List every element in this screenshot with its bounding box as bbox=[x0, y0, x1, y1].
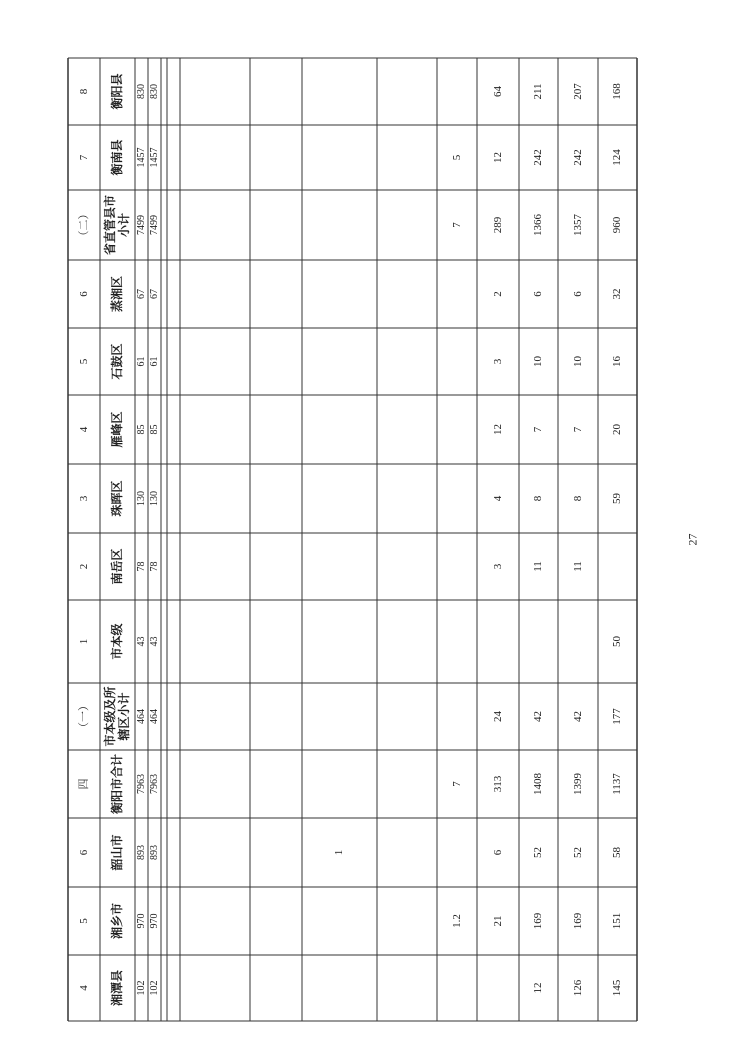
table-cell: 58 bbox=[611, 847, 624, 858]
column-code: 6 bbox=[77, 291, 90, 297]
column-name: 衡阳市合计 bbox=[109, 754, 124, 815]
table-cell: 16 bbox=[611, 356, 624, 367]
table-cell: 64 bbox=[491, 86, 504, 97]
table-cell: 1.2 bbox=[450, 914, 463, 928]
table-cell: 242 bbox=[532, 149, 545, 166]
table-cell: 21 bbox=[491, 915, 504, 927]
table-cell: 1366 bbox=[532, 214, 545, 236]
table-cell: 169 bbox=[532, 912, 545, 930]
subtotal-value: 830 bbox=[149, 84, 160, 99]
column-name: 蒸湘区 bbox=[109, 276, 124, 313]
table-cell: 6 bbox=[532, 291, 545, 297]
table-cell: 1408 bbox=[532, 773, 545, 795]
table-cell: 8 bbox=[571, 495, 584, 502]
table-cell: 3 bbox=[491, 358, 504, 365]
column-name: 湘乡市 bbox=[109, 903, 124, 940]
subtotal-value: 130 bbox=[149, 491, 160, 506]
total-value: 61 bbox=[136, 356, 147, 367]
subtotal-value: 1457 bbox=[149, 147, 160, 168]
table-cell: 207 bbox=[571, 83, 584, 100]
total-value: 67 bbox=[136, 289, 147, 299]
column-code: 5 bbox=[77, 358, 90, 365]
table-cell: 20 bbox=[611, 424, 624, 435]
column-code: 8 bbox=[77, 88, 90, 95]
total-value: 7963 bbox=[136, 774, 147, 794]
subtotal-value: 85 bbox=[149, 424, 160, 435]
subtotal-value: 893 bbox=[149, 845, 160, 860]
subtotal-value: 61 bbox=[149, 356, 160, 367]
table-cell: 6 bbox=[491, 849, 504, 856]
table-cell: 11 bbox=[532, 561, 545, 572]
table-cell: 145 bbox=[611, 979, 624, 997]
column-name: 韶山市 bbox=[109, 834, 124, 871]
table-cell: 960 bbox=[611, 216, 624, 234]
table-cell: 289 bbox=[491, 216, 504, 234]
table-cell: 59 bbox=[611, 493, 624, 504]
column-name: 石鼓区 bbox=[109, 343, 124, 380]
table-cell: 10 bbox=[532, 356, 545, 367]
subtotal-value: 970 bbox=[149, 913, 160, 929]
table-cell: 211 bbox=[532, 83, 545, 100]
total-value: 7499 bbox=[136, 215, 147, 235]
total-value: 102 bbox=[136, 980, 147, 996]
table-cell: 1399 bbox=[571, 773, 584, 795]
table-cell: 126 bbox=[571, 979, 584, 997]
total-value: 130 bbox=[136, 491, 147, 506]
column-name: 衡南县 bbox=[109, 139, 124, 176]
total-value: 78 bbox=[136, 561, 147, 572]
table-cell: 124 bbox=[611, 149, 624, 166]
total-value: 43 bbox=[136, 636, 147, 647]
table-cell: 7 bbox=[450, 781, 463, 787]
total-value: 970 bbox=[136, 913, 147, 929]
column-name: 珠晖区 bbox=[109, 480, 124, 517]
column-name: 南岳区 bbox=[109, 548, 124, 585]
subtotal-value: 43 bbox=[149, 636, 160, 647]
column-code: 2 bbox=[77, 563, 90, 570]
subtotal-value: 464 bbox=[149, 709, 160, 724]
column-code: 4 bbox=[77, 426, 90, 433]
table-cell: 1357 bbox=[571, 214, 584, 236]
total-value: 1457 bbox=[136, 147, 147, 168]
subtotal-value: 7499 bbox=[149, 215, 160, 235]
table-cell: 242 bbox=[571, 149, 584, 166]
table-cell: 2 bbox=[491, 291, 504, 297]
table-cell: 52 bbox=[532, 847, 545, 858]
table-cell: 3 bbox=[491, 563, 504, 570]
subtotal-value: 102 bbox=[149, 980, 160, 996]
column-code: （一） bbox=[77, 700, 90, 733]
table-cell: 42 bbox=[532, 711, 545, 722]
table-cell: 32 bbox=[611, 288, 624, 300]
column-code: 7 bbox=[77, 154, 90, 161]
table-cell: 8 bbox=[532, 495, 545, 502]
subtotal-value: 78 bbox=[149, 561, 160, 572]
table-cell: 12 bbox=[532, 982, 545, 994]
column-name: 市本级 bbox=[109, 623, 124, 660]
subtotal-value: 67 bbox=[149, 289, 160, 299]
column-code: （二） bbox=[77, 208, 90, 242]
table-cell: 5 bbox=[450, 154, 463, 161]
table-cell: 6 bbox=[571, 291, 584, 297]
total-value: 464 bbox=[136, 709, 147, 724]
column-code: 5 bbox=[77, 918, 90, 924]
table-cell: 1 bbox=[333, 849, 346, 856]
subtotal-value: 7963 bbox=[149, 774, 160, 794]
table-cell: 52 bbox=[571, 847, 584, 858]
table-cell: 10 bbox=[571, 356, 584, 367]
table-cell: 7 bbox=[571, 426, 584, 433]
table-cell: 313 bbox=[491, 775, 504, 793]
column-name: 省直管县市小计 bbox=[103, 195, 131, 256]
total-value: 893 bbox=[136, 845, 147, 860]
table-cell: 4 bbox=[491, 495, 504, 502]
column-code: 3 bbox=[77, 495, 90, 502]
table-cell: 11 bbox=[571, 561, 584, 572]
column-code: 1 bbox=[77, 638, 90, 645]
table-cell: 12 bbox=[491, 424, 504, 435]
table-cell: 177 bbox=[611, 708, 624, 725]
table-cell: 24 bbox=[491, 711, 504, 722]
column-name: 湘潭县 bbox=[109, 970, 124, 1007]
table-cell: 12 bbox=[491, 152, 504, 163]
table-cell: 151 bbox=[611, 912, 624, 930]
table-cell: 169 bbox=[571, 912, 584, 930]
table-cell: 168 bbox=[611, 83, 624, 100]
column-code: 6 bbox=[77, 849, 90, 856]
table-cell: 7 bbox=[532, 426, 545, 433]
total-value: 830 bbox=[136, 84, 147, 99]
page-number: 27 bbox=[685, 533, 700, 546]
table-cell: 7 bbox=[450, 222, 463, 228]
total-value: 85 bbox=[136, 424, 147, 435]
table-cell: 50 bbox=[611, 636, 624, 647]
column-code: 四 bbox=[77, 778, 90, 790]
column-code: 4 bbox=[77, 985, 90, 991]
table-cell: 1137 bbox=[611, 773, 624, 795]
column-name: 衡阳县 bbox=[109, 73, 124, 110]
column-name: 雁峰区 bbox=[109, 411, 124, 448]
table-cell: 42 bbox=[571, 711, 584, 722]
column-name: 市本级及所辖区小计 bbox=[103, 686, 131, 747]
